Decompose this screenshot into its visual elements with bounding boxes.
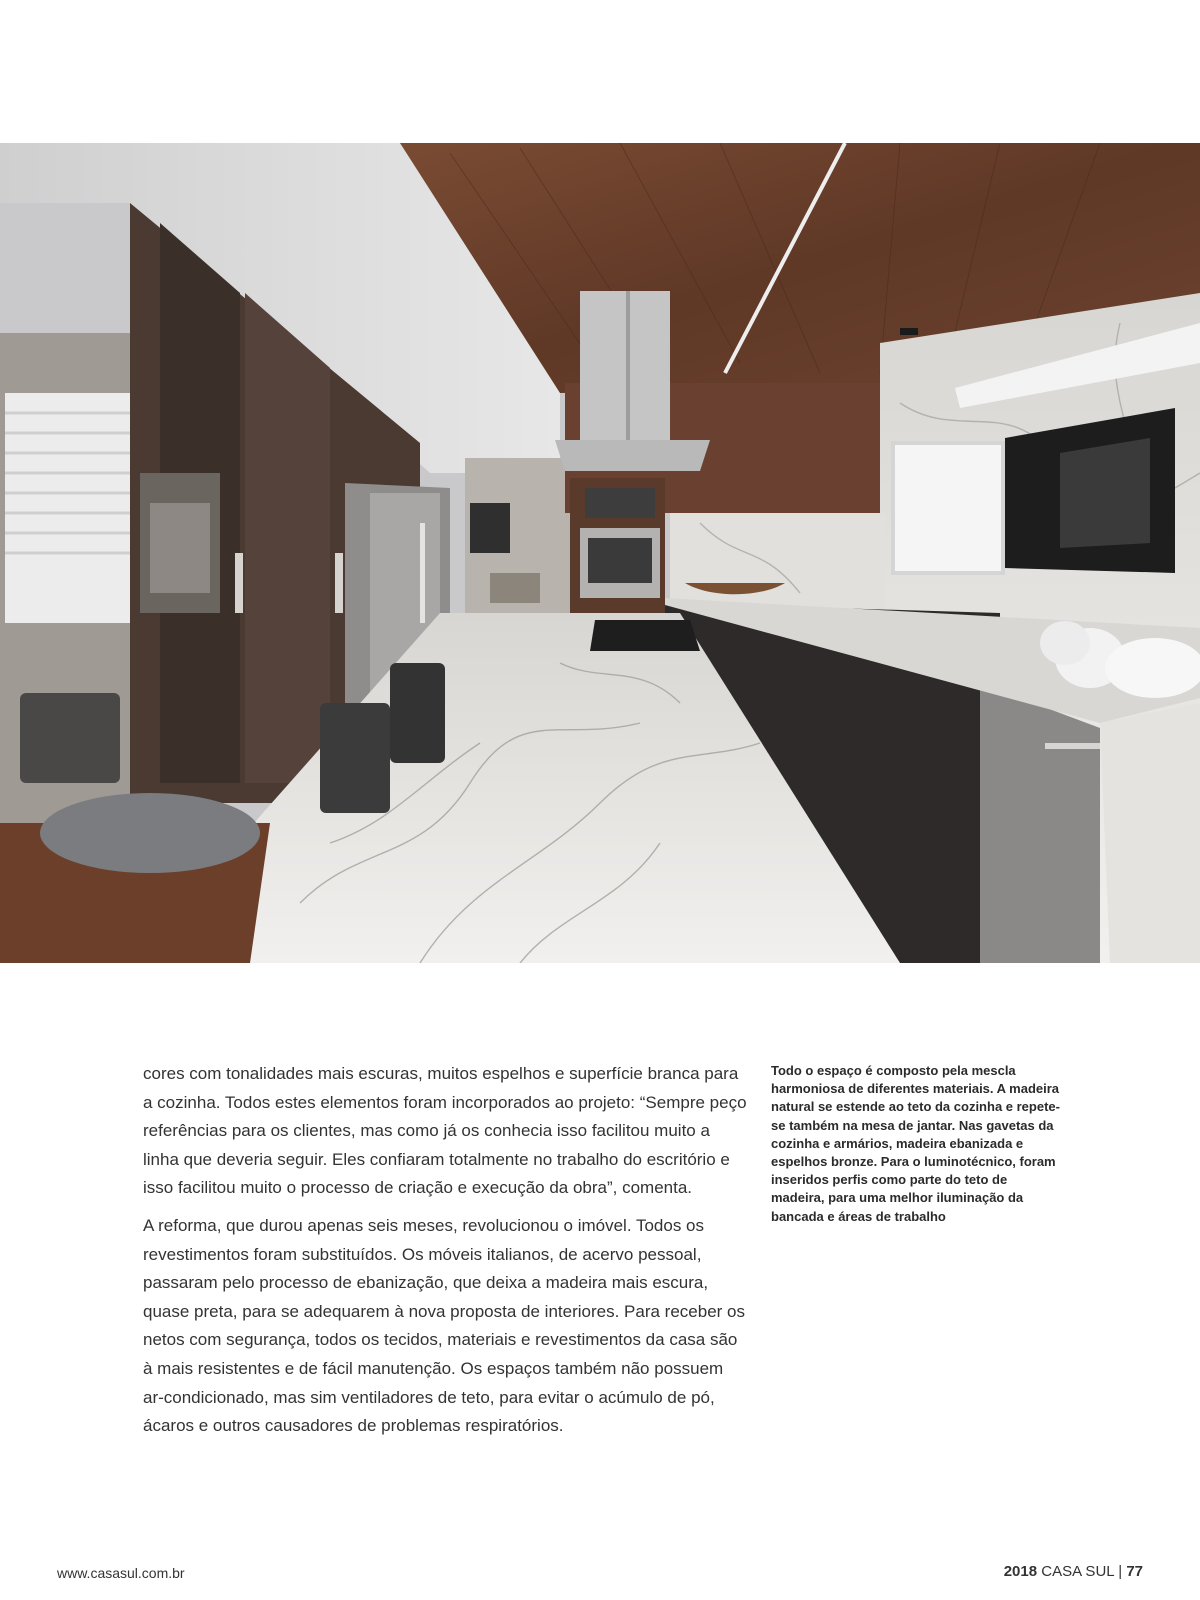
article-paragraph-1: cores com tonalidades mais escuras, muitos espelhos e superfície branca para a cozinha. Todos estes elementos foram incorporados ao projeto: “Sempre peço referências para os clientes, mas como já os conhecia isso facilitou muito a linha que deveria seguir. Eles confiaram totalmente no trabalho do escritório e isso facilitou muito o processo de criação e execução da obra”, comenta. <box>143 1064 747 1198</box>
footer-separator: | <box>1118 1563 1123 1580</box>
footer-magazine-name: CASA SUL <box>1041 1563 1115 1580</box>
photo-caption: Todo o espaço é composto pela mescla harmoniosa de diferentes materiais. A madeira natural se estende ao teto da cozinha e repete-se também na mesa de jantar. Nas gavetas da cozinha e armários, madeira ebanizada e espelhos bronze. Para o luminotécnico, foram inseridos perfis como parte do teto de madeira, para uma melhor iluminação da bancada e áreas de trabalho <box>771 1063 1060 1224</box>
footer-folio <box>1004 1563 1143 1580</box>
page-number: 77 <box>1126 1563 1143 1580</box>
article-paragraph-2: A reforma, que durou apenas seis meses, revolucionou o imóvel. Todos os revestimentos foram substituídos. Os móveis italianos, de acervo pessoal, passaram pelo processo de ebanização, que deixa a madeira mais escura, quase preta, para se adequarem à nova proposta de interiores. Para receber os netos com segurança, todos os tecidos, materiais e revestimentos da casa são à mais resistentes e de fácil manutenção. Os espaços também não possuem ar-condicionado, mas sim ventiladores de teto, para evitar o acúmulo de pó, ácaros e outros causadores de problemas respiratórios. <box>143 1215 745 1436</box>
footer-year: 2018 <box>1003 1563 1038 1580</box>
article-body <box>143 1060 748 1450</box>
footer-website: www.casasul.com.br <box>57 1565 185 1581</box>
kitchen-photo <box>0 143 1200 963</box>
